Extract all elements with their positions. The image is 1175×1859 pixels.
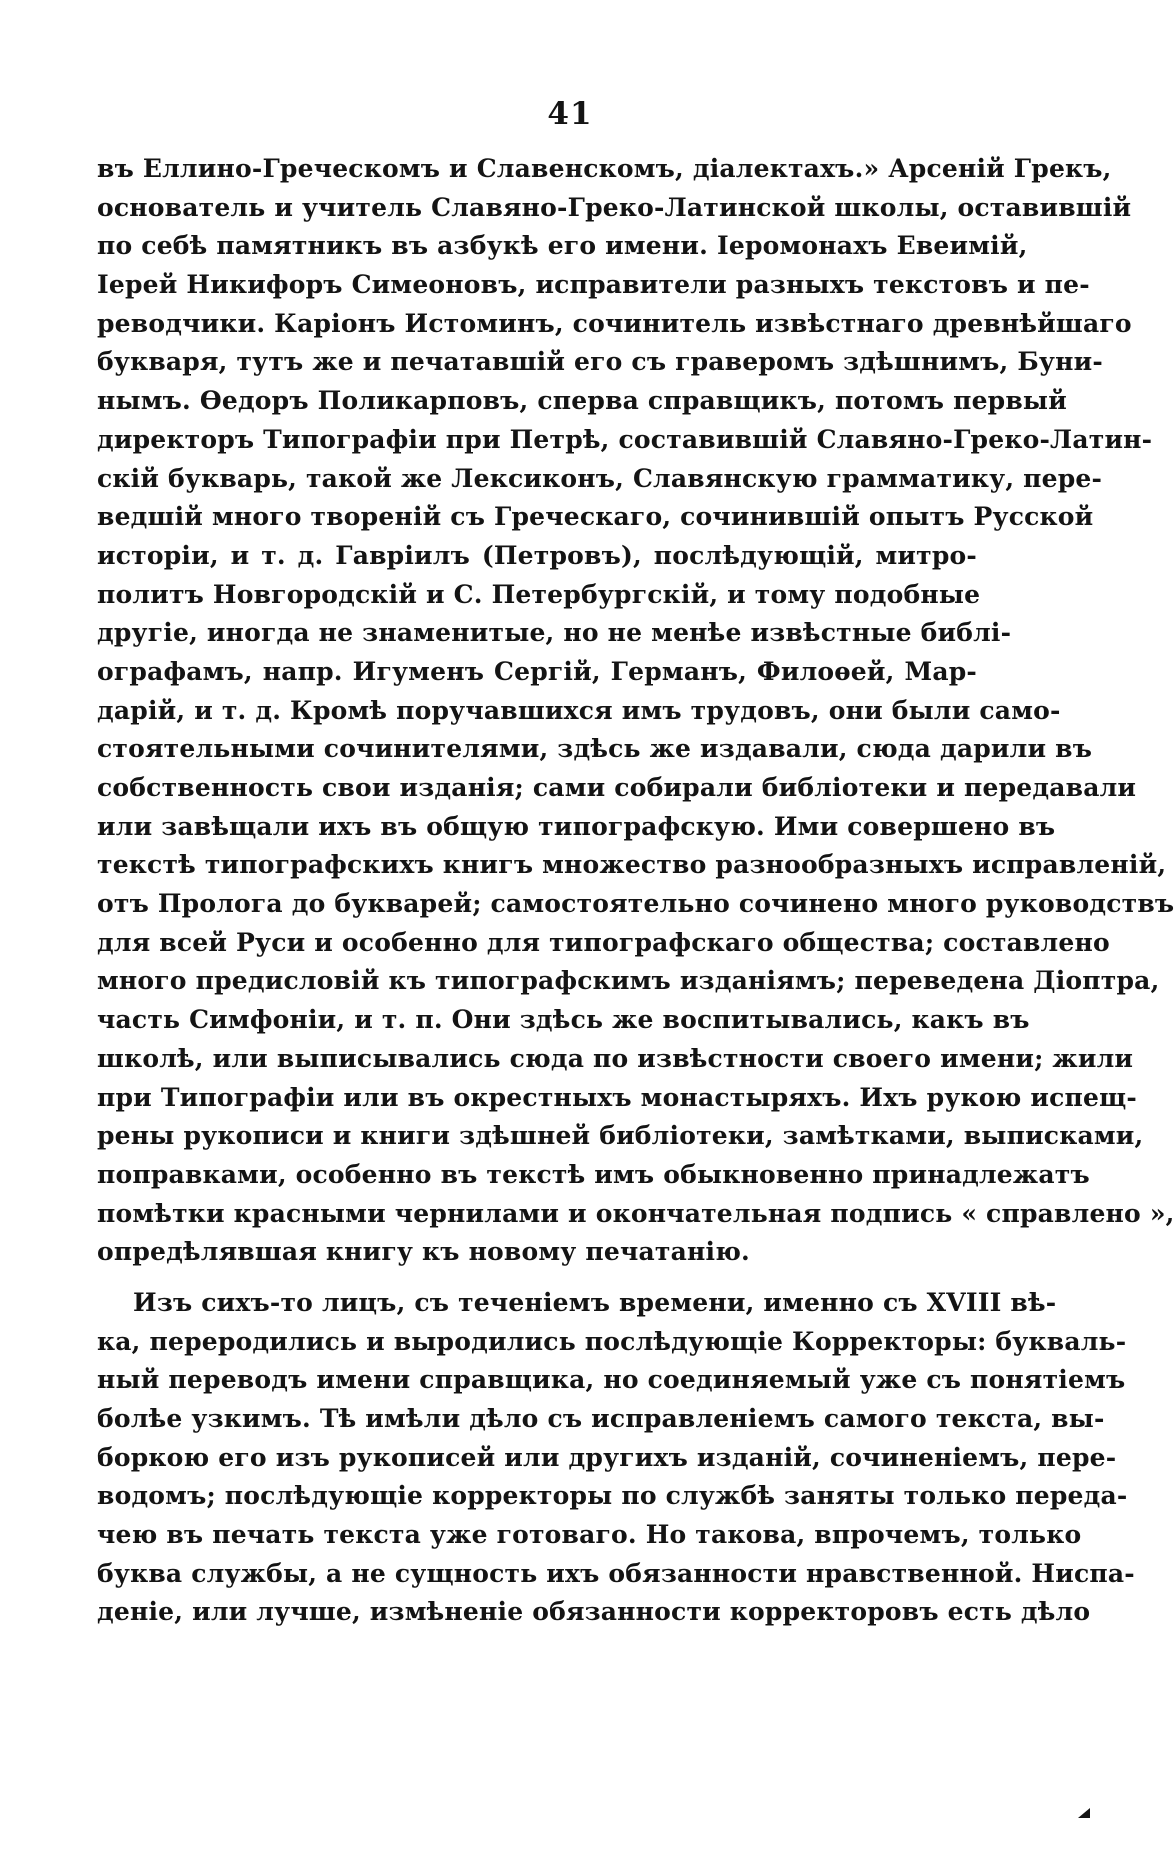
body-text: [97, 150, 1175, 1632]
text-line: въ Еллино-Греческомъ и Славенскомъ, діалектахъ.» Арсеній Грекъ,: [97, 154, 1112, 183]
text-line: буква службы, а не сущность ихъ обязанности нравственной. Ниспа-: [97, 1558, 1135, 1588]
paragraph-2: [97, 1284, 1135, 1632]
text-line: или завѣщали ихъ въ общую типографскую. Ими совершено въ: [97, 811, 1056, 841]
corner-mark-icon: [1078, 1808, 1090, 1818]
text-line: основатель и учитель Славяно-Греко-Латинской школы, оставившій: [97, 192, 1132, 222]
text-line: водомъ; послѣдующіе корректоры по службѣ заняты только переда-: [97, 1481, 1128, 1511]
text-line: чею въ печать текста уже готоваго. Но такова, впрочемъ, только: [97, 1520, 1082, 1550]
text-line: опредѣлявшая книгу къ новому печатанію.: [97, 1237, 750, 1267]
text-line: ведшій много твореній съ Греческаго, сочинившій опытъ Русской: [97, 502, 1094, 532]
text-line: боркою его изъ рукописей или другихъ изданій, сочиненіемъ, пере-: [97, 1442, 1117, 1472]
text-line: помѣтки красными чернилами и окончательная подпись « справлено »,: [97, 1198, 1175, 1228]
text-line: Іерей Никифоръ Симеоновъ, исправители разныхъ текстовъ и пе-: [97, 270, 1090, 300]
page-number: 41: [547, 96, 593, 132]
text-line: букваря, тутъ же и печатавшій его съ граверомъ здѣшнимъ, Буни-: [97, 347, 1103, 377]
text-line: собственность свои изданія; сами собирали библіотеки и передавали: [97, 773, 1137, 802]
text-line: Изъ сихъ-то лицъ, съ теченіемъ времени, именно съ XVIII вѣ-: [133, 1287, 1057, 1317]
text-line: ный переводъ имени справщика, но соединяемый уже съ понятіемъ: [97, 1365, 1126, 1395]
paragraph-1: [97, 150, 1175, 1272]
paragraph-gap: [97, 1272, 977, 1284]
text-line: ографамъ, напр. Игуменъ Сергій, Германъ, Филоѳей, Мар-: [97, 656, 977, 686]
text-line: нымъ. Өедоръ Поликарповъ, сперва справщикъ, потомъ первый: [97, 386, 1067, 416]
text-line: для всей Руси и особенно для типографскаго общества; составлено: [97, 927, 1110, 957]
text-line: болѣе узкимъ. Тѣ имѣли дѣло съ исправленіемъ самого текста, вы-: [97, 1404, 1105, 1433]
text-line: поправками, особенно въ текстѣ имъ обыкновенно принадлежатъ: [97, 1159, 1090, 1189]
text-line: дарій, и т. д. Кромѣ поручавшихся имъ трудовъ, они были само-: [97, 695, 1061, 725]
text-line: при Типографіи или въ окрестныхъ монастыряхъ. Ихъ рукою испещ-: [97, 1082, 1137, 1112]
text-line: политъ Новгородскій и С. Петербургскій, и тому подобные: [97, 579, 981, 609]
text-line: скій букварь, такой же Лексиконъ, Славянскую грамматику, пере-: [97, 463, 1103, 493]
text-line: отъ Пролога до букварей; самостоятельно сочинено много руководствъ: [97, 889, 1175, 919]
text-line: стоятельными сочинителями, здѣсь же издавали, сюда дарили въ: [97, 734, 1093, 764]
text-line: ка, переродились и выродились послѣдующіе Корректоры: букваль-: [97, 1326, 1127, 1356]
text-line: школѣ, или выписывались сюда по извѣстности своего имени; жили: [97, 1043, 1134, 1073]
text-line: исторіи, и т. д. Гавріилъ (Петровъ), послѣдующій, митро-: [97, 540, 977, 570]
text-line: деніе, или лучше, измѣненіе обязанности корректоровъ есть дѣло: [97, 1597, 1091, 1627]
text-line: директоръ Типографіи при Петрѣ, составившій Славяно-Греко-Латин-: [97, 424, 1153, 454]
text-line: другіе, иногда не знаменитые, но не менѣе извѣстные библі-: [97, 618, 1012, 648]
text-line: много предисловій къ типографскимъ изданіямъ; переведена Діоптра,: [97, 966, 1160, 996]
text-line: текстѣ типографскихъ книгъ множество разнообразныхъ исправленій,: [97, 850, 1167, 880]
text-line: по себѣ памятникъ въ азбукѣ его имени. Іеромонахъ Евеимій,: [97, 231, 1028, 261]
text-line: рены рукописи и книги здѣшней библіотеки, замѣтками, выписками,: [97, 1121, 1144, 1151]
text-line: часть Симфоніи, и т. п. Они здѣсь же воспитывались, какъ въ: [97, 1005, 1030, 1035]
text-line: реводчики. Каріонъ Истоминъ, сочинитель извѣстнаго древнѣйшаго: [97, 308, 1132, 338]
